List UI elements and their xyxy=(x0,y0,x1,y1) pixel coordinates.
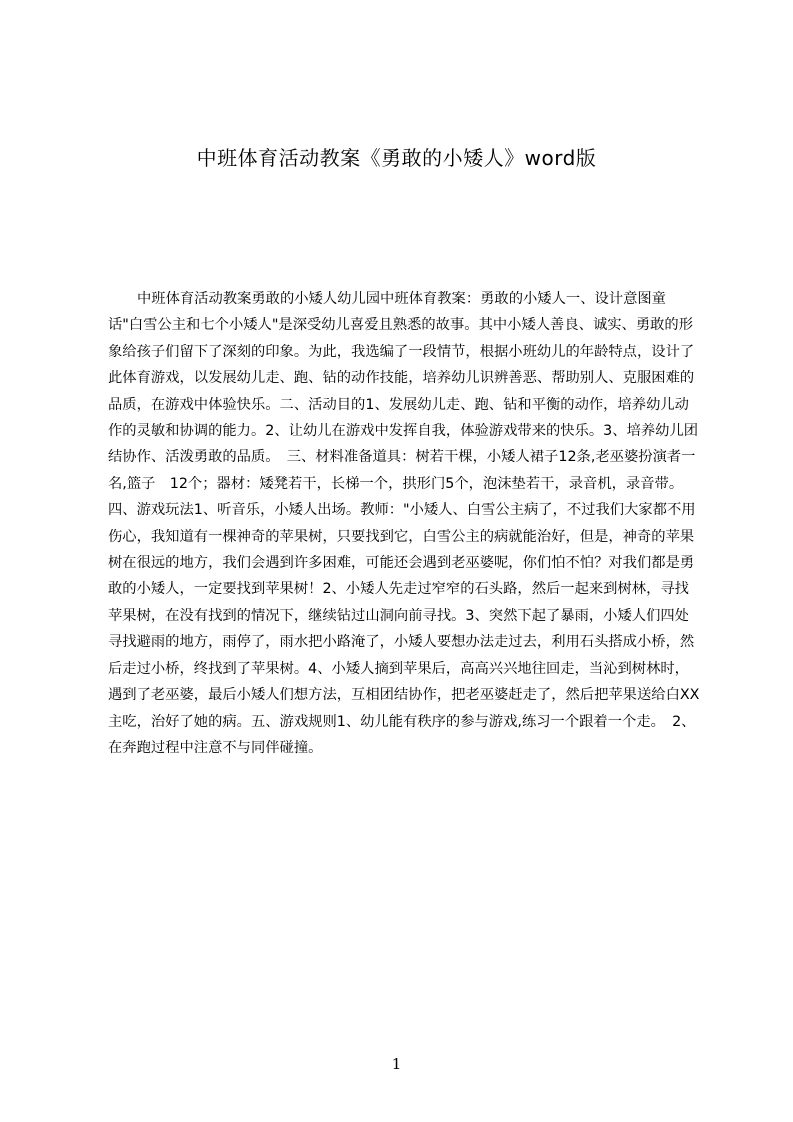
page-number: 1 xyxy=(391,1055,402,1073)
document-title: 中班体育活动教案《勇敢的小矮人》word版 xyxy=(196,146,597,170)
body-paragraph: 中班体育活动教案勇敢的小矮人幼儿园中班体育教案：勇敢的小矮人一、设计意图童话"白雪公主和七个小矮人"是深受幼儿喜爱且熟悉的故事。其中小矮人善良、诚实、勇敢的形象给孩子们留下了深刻的印象。为此，我选编了一段情节，根据小班幼儿的年龄特点，设计了此体育游戏，以发展幼儿走、跑、钻的动作技能，培养幼儿识辨善恶、帮助别人、克服困难的品质，在游戏中体验快乐。二、活动目的1、发展幼儿走、跑、钻和平衡的动作，培养幼儿动作的灵敏和协调的能力。2、让幼儿在游戏中发挥自我，体验游戏带来的快乐。3、培养幼儿团结协作、活泼勇敢的品质。 三、材料准备道具：树若干棵，小矮人裙子12条,老巫婆扮演者一名,篮子 12个；器材：矮凳若干，长梯一个，拱形门5个，泡沫垫若干，录音机，录音带。四、游戏玩法1、听音乐，小矮人出场。教师："小矮人、白雪公主病了，不过我们大家都不用伤心，我知道有一棵神奇的苹果树，只要找到它，白雪公主的病就能治好，但是，神奇的苹果树在很远的地方，我们会遇到许多困难，可能还会遇到老巫婆呢，你们怕不怕？对我们都是勇敢的小矮人，一定要找到苹果树！2、小矮人先走过窄窄的石头路，然后一起来到树林，寻找苹果树，在没有找到的情况下，继续钻过山洞向前寻找。3、突然下起了暴雨，小矮人们四处寻找避雨的地方，雨停了，雨水把小路淹了，小矮人要想办法走过去，利用石头搭成小桥，然后走过小桥，终找到了苹果树。4、小矮人摘到苹果后，高高兴兴地往回走，当沁到树林时，遇到了老巫婆，最后小矮人们想方法，互相团结协作，把老巫婆赶走了，然后把苹果送给白XX主吃，治好了她的病。五、游戏规则1、幼儿能有秩序的参与游戏,练习一个跟着一个走。 2、在奔跑过程中注意不与同伴碰撞。 xyxy=(108,291,700,756)
